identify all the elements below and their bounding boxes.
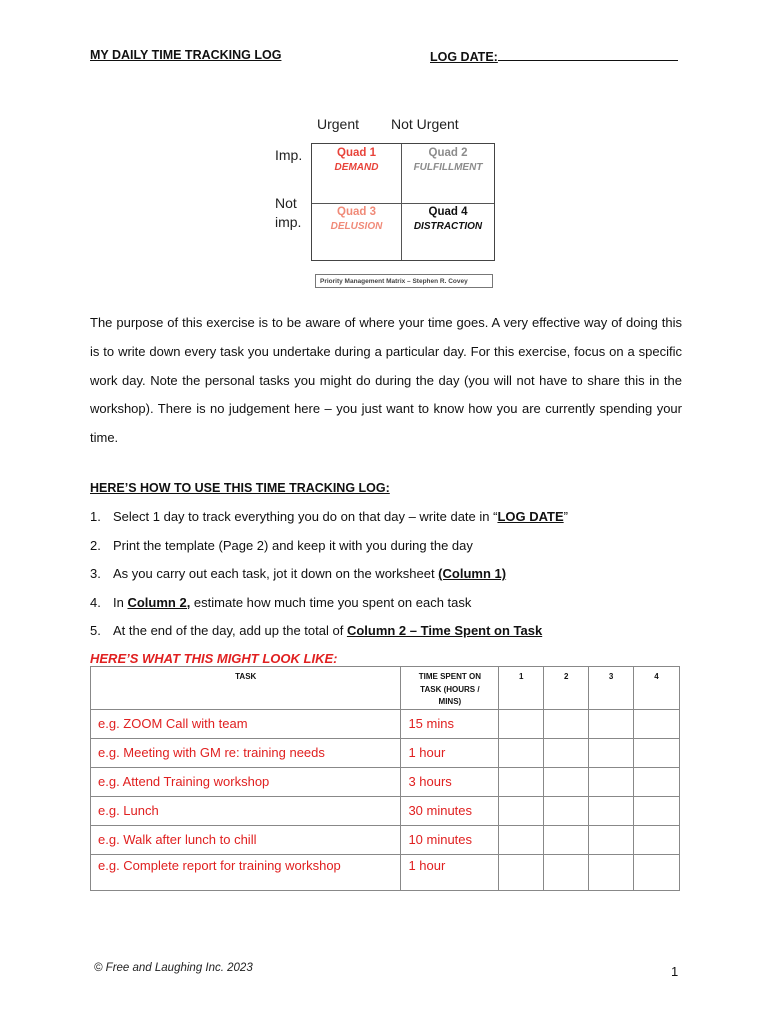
log-date-field	[430, 48, 678, 64]
quad-1-sub: DEMAND	[334, 162, 379, 173]
intro-paragraph: The purpose of this exercise is to be aware of where your time goes. A very effective way of doing this is to write down every task you undertake during a particular day. For this exercise, focus on a specific work day. Note the personal tasks you might do during the day (you will not have to share this in the workshop). There is no judgement here – you just want to know how you are currently spending your time.	[90, 315, 682, 446]
table-row	[91, 796, 680, 825]
log-date-label: LOG DATE:	[430, 50, 498, 64]
header-task: TASK	[91, 667, 401, 710]
blank-cell	[589, 796, 634, 825]
blank-cell	[499, 796, 544, 825]
blank-cell	[634, 854, 680, 890]
blank-cell	[544, 767, 589, 796]
step-emphasis: Column 2,	[127, 594, 191, 610]
step-emphasis: LOG DATE	[497, 509, 564, 524]
matrix-divider-horizontal	[312, 203, 494, 204]
page-number: 1	[671, 964, 679, 979]
blank-cell	[499, 825, 544, 854]
table-row	[91, 709, 680, 738]
quad-4-sub: DISTRACTION	[413, 221, 483, 232]
howto-step	[90, 593, 690, 622]
step-number: 3.	[90, 566, 101, 581]
blank-cell	[499, 767, 544, 796]
blank-cell	[499, 709, 544, 738]
step-emphasis: Column 2 – Time Spent on Task	[346, 623, 543, 638]
time-cell: 1 hour	[401, 854, 499, 890]
blank-cell	[589, 825, 634, 854]
header-col-1: 1	[499, 667, 544, 710]
task-cell: e.g. ZOOM Call with team	[91, 709, 401, 738]
quad-2-sub: FULFILLMENT	[413, 162, 483, 173]
time-cell: 30 minutes	[401, 796, 499, 825]
blank-cell	[634, 738, 680, 767]
step-number: 4.	[90, 594, 101, 610]
step-emphasis: (Column 1)	[438, 566, 507, 581]
task-cell: e.g. Lunch	[91, 796, 401, 825]
copyright-footer: © Free and Laughing Inc. 2023	[94, 962, 253, 974]
step-number: 1.	[90, 509, 101, 524]
step-text: As you carry out each task, jot it down on the worksheet	[113, 566, 439, 581]
blank-cell	[634, 767, 680, 796]
howto-step	[90, 536, 690, 565]
blank-cell	[589, 738, 634, 767]
table-row	[91, 825, 680, 854]
blank-cell	[499, 854, 544, 890]
step-text: At the end of the day, add up the total of	[113, 623, 347, 638]
quad-4-label: Quad 4	[428, 206, 468, 218]
matrix-row-not-line1: Not	[275, 195, 297, 211]
blank-cell	[589, 854, 634, 890]
blank-cell	[589, 709, 634, 738]
blank-cell	[589, 767, 634, 796]
task-cell: e.g. Meeting with GM re: training needs	[91, 738, 401, 767]
task-cell: e.g. Complete report for training workshop	[91, 854, 401, 890]
time-cell: 10 minutes	[401, 825, 499, 854]
matrix-row-not-imp	[275, 194, 301, 232]
blank-cell	[634, 709, 680, 738]
header-time-spent: TIME SPENT ON TASK (HOURS / MINS)	[401, 667, 499, 710]
blank-cell	[544, 709, 589, 738]
step-text: Select 1 day to track everything you do on that day – write date in “	[113, 509, 498, 524]
matrix-row-not-line2: imp.	[275, 214, 302, 230]
step-number: 2.	[90, 537, 101, 553]
time-cell: 15 mins	[401, 709, 499, 738]
blank-cell	[634, 796, 680, 825]
blank-cell	[634, 825, 680, 854]
priority-matrix	[311, 143, 495, 261]
howto-step	[90, 564, 690, 593]
blank-cell	[544, 854, 589, 890]
log-date-blank	[498, 48, 678, 61]
blank-cell	[544, 738, 589, 767]
matrix-quad-3	[312, 206, 401, 232]
table-row	[91, 738, 680, 767]
matrix-quad-1	[312, 147, 401, 173]
step-text-end: ”	[563, 509, 568, 524]
table-header-row	[91, 667, 680, 710]
example-heading: HERE’S WHAT THIS MIGHT LOOK LIKE:	[90, 651, 338, 666]
blank-cell	[499, 738, 544, 767]
howto-step	[90, 507, 690, 536]
time-cell: 1 hour	[401, 738, 499, 767]
quad-3-sub: DELUSION	[330, 221, 383, 232]
matrix-caption: Priority Management Matrix – Stephen R. Covey	[315, 274, 493, 288]
quad-3-label: Quad 3	[337, 206, 376, 218]
table-row	[91, 854, 680, 890]
step-text-end: estimate how much time you spent on each task	[190, 594, 472, 610]
matrix-col-urgent: Urgent	[317, 116, 360, 132]
matrix-quad-4	[402, 206, 494, 232]
blank-cell	[544, 825, 589, 854]
step-text: In	[113, 594, 128, 610]
header-col-3: 3	[589, 667, 634, 710]
howto-heading: HERE’S HOW TO USE THIS TIME TRACKING LOG:	[90, 481, 390, 495]
howto-steps	[90, 507, 690, 650]
task-cell: e.g. Attend Training workshop	[91, 767, 401, 796]
time-cell: 3 hours	[401, 767, 499, 796]
howto-step	[90, 621, 690, 650]
matrix-col-not-urgent: Not Urgent	[391, 116, 459, 132]
header-col-4: 4	[634, 667, 680, 710]
step-number: 5.	[90, 623, 101, 638]
step-text: Print the template (Page 2) and keep it with you during the day	[113, 537, 473, 553]
matrix-row-imp: Imp.	[275, 147, 303, 163]
blank-cell	[544, 796, 589, 825]
example-log-table	[90, 666, 680, 891]
quad-2-label: Quad 2	[428, 147, 468, 159]
page-title: MY DAILY TIME TRACKING LOG	[90, 48, 282, 62]
matrix-quad-2	[402, 147, 494, 173]
table-row	[91, 767, 680, 796]
header-col-2: 2	[544, 667, 589, 710]
quad-1-label: Quad 1	[337, 147, 376, 159]
task-cell: e.g. Walk after lunch to chill	[91, 825, 401, 854]
